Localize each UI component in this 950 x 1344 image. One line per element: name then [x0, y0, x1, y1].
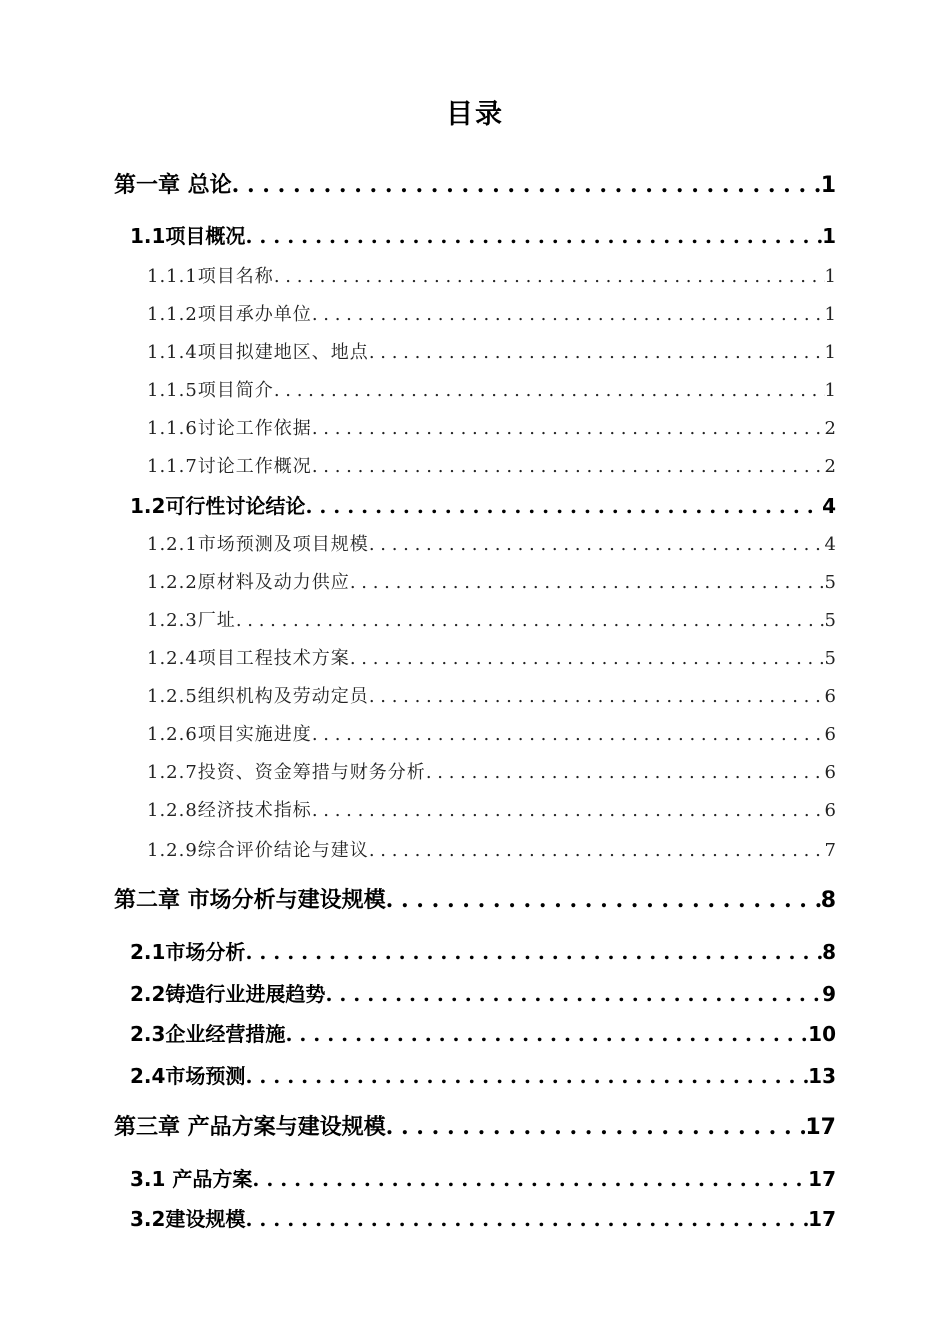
- dot-leader: [369, 684, 825, 710]
- toc-subsection-entry[interactable]: [147, 684, 836, 710]
- toc-page-number: 4: [824, 534, 836, 555]
- toc-page-number: 6: [824, 686, 836, 707]
- toc-subsection-entry[interactable]: [147, 608, 836, 634]
- toc-page-number: 1: [824, 304, 836, 325]
- toc-subsection-entry[interactable]: [147, 378, 836, 404]
- toc-page-number: 2: [824, 418, 836, 439]
- dot-leader: [350, 570, 825, 596]
- toc-subsection-entry[interactable]: [147, 532, 836, 558]
- toc-page-number: 6: [824, 724, 836, 745]
- toc-entry-label: 1.2.2原材料及动力供应: [147, 572, 350, 593]
- dot-leader: [312, 798, 825, 824]
- dot-leader: [312, 302, 825, 328]
- dot-leader: [350, 646, 825, 672]
- dot-leader: [232, 170, 821, 200]
- dot-leader: [252, 1165, 808, 1193]
- dot-leader: [312, 722, 825, 748]
- dot-leader: [386, 1112, 806, 1142]
- toc-page-number: 5: [824, 648, 836, 669]
- toc-entry-label: 第三章 产品方案与建设规模: [114, 1115, 386, 1140]
- toc-entry-label: 1.2.4项目工程技术方案: [147, 648, 350, 669]
- toc-page-number: 7: [824, 840, 836, 861]
- toc-entry-label: 1.1项目概况: [130, 224, 246, 248]
- toc-page-number: 17: [805, 1115, 836, 1140]
- toc-page-number: 1: [822, 224, 836, 248]
- toc-entry-label: 1.1.5项目简介: [147, 380, 274, 401]
- toc-entry-label: 1.2.6项目实施进度: [147, 724, 312, 745]
- toc-entry-label: 1.1.2项目承办单位: [147, 304, 312, 325]
- toc-entry-label: 2.4市场预测: [130, 1064, 246, 1088]
- toc-section-entry[interactable]: [130, 222, 836, 250]
- dot-leader: [245, 1205, 808, 1233]
- toc-subsection-entry[interactable]: [147, 340, 836, 366]
- toc-page-number: 17: [808, 1167, 836, 1191]
- toc-entry-label: 1.2.9综合评价结论与建议: [147, 840, 369, 861]
- dot-leader: [369, 340, 825, 366]
- toc-entry-label: 1.2.8经济技术指标: [147, 800, 312, 821]
- toc-page-number: 2: [824, 456, 836, 477]
- toc-subsection-entry[interactable]: [147, 798, 836, 824]
- dot-leader: [325, 980, 822, 1008]
- toc-subsection-entry[interactable]: [147, 760, 836, 786]
- toc-chapter-entry[interactable]: [114, 170, 836, 201]
- toc-entry-label: 1.2.7投资、资金筹措与财务分析: [147, 762, 426, 783]
- dot-leader: [245, 222, 822, 250]
- toc-entry-label: 1.1.6讨论工作依据: [147, 418, 312, 439]
- toc-page-number: 17: [808, 1207, 836, 1231]
- toc-page-number: 4: [822, 494, 836, 518]
- toc-entry-label: 2.2铸造行业进展趋势: [130, 982, 326, 1006]
- toc-section-entry[interactable]: [130, 492, 836, 520]
- dot-leader: [236, 608, 825, 634]
- dot-leader: [274, 378, 825, 404]
- toc-section-entry[interactable]: [130, 1165, 836, 1193]
- toc-page-number: 6: [824, 800, 836, 821]
- dot-leader: [312, 416, 825, 442]
- dot-leader: [369, 532, 825, 558]
- toc-entry-label: 1.1.1项目名称: [147, 266, 274, 287]
- toc-entry-label: 1.2.3厂址: [147, 610, 236, 631]
- dot-leader: [305, 492, 822, 520]
- dot-leader: [369, 838, 825, 864]
- toc-page-number: 1: [824, 342, 836, 363]
- toc-page-number: 8: [820, 888, 836, 913]
- dot-leader: [426, 760, 825, 786]
- toc-page-number: 9: [822, 982, 836, 1006]
- toc-entry-label: 第一章 总论: [114, 173, 232, 198]
- toc-subsection-entry[interactable]: [147, 416, 836, 442]
- toc-section-entry[interactable]: [130, 1205, 836, 1233]
- toc-section-entry[interactable]: [130, 1062, 836, 1090]
- toc-page-number: 1: [824, 380, 836, 401]
- dot-leader: [386, 885, 821, 915]
- toc-page-number: 1: [820, 173, 836, 198]
- toc-chapter-entry[interactable]: [114, 885, 836, 916]
- toc-entry-label: 2.1市场分析: [130, 940, 246, 964]
- toc-entry-label: 1.1.4项目拟建地区、地点: [147, 342, 369, 363]
- toc-page-number: 5: [824, 572, 836, 593]
- dot-leader: [285, 1020, 808, 1048]
- page-title: 目录: [446, 99, 504, 130]
- toc-chapter-entry[interactable]: [114, 1112, 836, 1143]
- dot-leader: [245, 938, 822, 966]
- toc-section-entry[interactable]: [130, 938, 836, 966]
- toc-subsection-entry[interactable]: [147, 646, 836, 672]
- toc-entry-label: 第二章 市场分析与建设规模: [114, 888, 386, 913]
- toc-subsection-entry[interactable]: [147, 570, 836, 596]
- toc-entry-label: 1.2.5组织机构及劳动定员: [147, 686, 369, 707]
- dot-leader: [245, 1062, 808, 1090]
- toc-entry-label: 1.2可行性讨论结论: [130, 494, 306, 518]
- toc-subsection-entry[interactable]: [147, 454, 836, 480]
- toc-page-number: 8: [822, 940, 836, 964]
- toc-page-number: 6: [824, 762, 836, 783]
- toc-section-entry[interactable]: [130, 1020, 836, 1048]
- toc-entry-label: 2.3企业经营措施: [130, 1022, 286, 1046]
- toc-page-number: 1: [824, 266, 836, 287]
- toc-page-number: 10: [808, 1022, 836, 1046]
- dot-leader: [312, 454, 825, 480]
- dot-leader: [274, 264, 825, 290]
- toc-subsection-entry[interactable]: [147, 302, 836, 328]
- toc-subsection-entry[interactable]: [147, 722, 836, 748]
- toc-entry-label: 1.1.7讨论工作概况: [147, 456, 312, 477]
- toc-subsection-entry[interactable]: [147, 264, 836, 290]
- toc-entry-label: 3.1 产品方案: [130, 1167, 253, 1191]
- toc-entry-label: 1.2.1市场预测及项目规模: [147, 534, 369, 555]
- toc-page-number: 5: [824, 610, 836, 631]
- toc-entry-label: 3.2建设规模: [130, 1207, 246, 1231]
- toc-page-number: 13: [808, 1064, 836, 1088]
- toc-section-entry[interactable]: [130, 980, 836, 1008]
- toc-subsection-entry[interactable]: [147, 838, 836, 864]
